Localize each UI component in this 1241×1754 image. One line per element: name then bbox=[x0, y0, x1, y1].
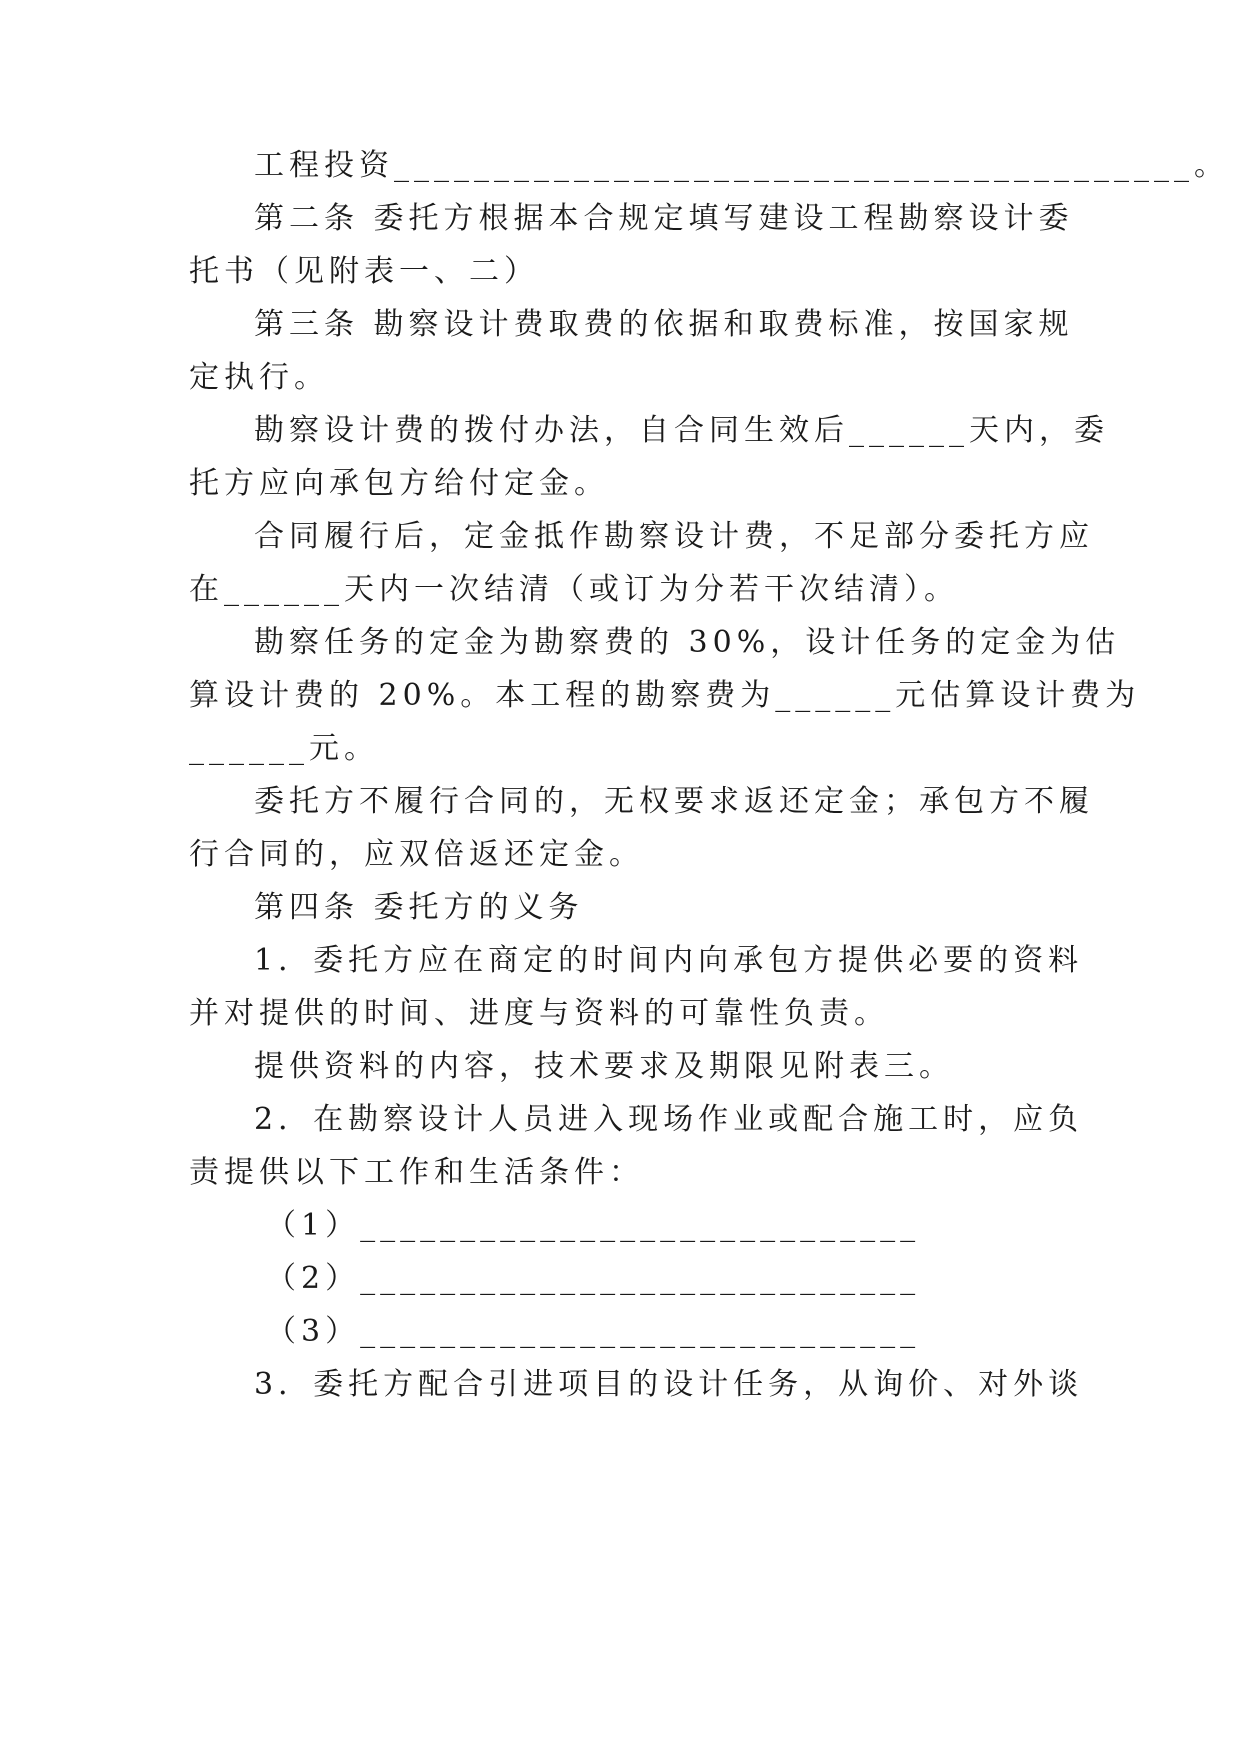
text-line: ______元。 bbox=[189, 731, 379, 766]
text-line: 在______天内一次结清（或订为分若干次结清）。 bbox=[189, 572, 959, 607]
text-line: 算设计费的 20%。本工程的勘察费为______元估算设计费为 bbox=[189, 678, 1141, 713]
text-line: 行合同的，应双倍返还定金。 bbox=[189, 837, 644, 872]
article-2-heading: 第二条 委托方根据本合规定填写建设工程勘察设计委 bbox=[254, 201, 1074, 236]
text-line: 委托方不履行合同的，无权要求返还定金；承包方不履 bbox=[254, 784, 1094, 819]
text-line: 并对提供的时间、进度与资料的可靠性负责。 bbox=[189, 996, 889, 1031]
list-item-1: 1．委托方应在商定的时间内向承包方提供必要的资料 bbox=[254, 943, 1084, 978]
text-line: 工程投资________________________________________。 bbox=[254, 148, 1229, 183]
sub-item-3: （3）____________________________ bbox=[266, 1314, 921, 1349]
text-line: 托书（见附表一、二） bbox=[189, 254, 539, 289]
text-line: 勘察设计费的拨付办法，自合同生效后______天内，委 bbox=[254, 413, 1109, 448]
sub-item-2: （2）____________________________ bbox=[266, 1261, 921, 1296]
text-line: 合同履行后，定金抵作勘察设计费，不足部分委托方应 bbox=[254, 519, 1094, 554]
list-item-3: 3．委托方配合引进项目的设计任务，从询价、对外谈 bbox=[254, 1367, 1084, 1402]
article-4-heading: 第四条 委托方的义务 bbox=[254, 890, 584, 925]
article-3-heading: 第三条 勘察设计费取费的依据和取费标准，按国家规 bbox=[254, 307, 1074, 342]
sub-item-1: （1）____________________________ bbox=[266, 1208, 921, 1243]
list-item-2: 2．在勘察设计人员进入现场作业或配合施工时，应负 bbox=[254, 1102, 1084, 1137]
text-line: 提供资料的内容，技术要求及期限见附表三。 bbox=[254, 1049, 954, 1084]
text-line: 责提供以下工作和生活条件： bbox=[189, 1155, 644, 1190]
text-line: 定执行。 bbox=[189, 360, 329, 395]
text-line: 勘察任务的定金为勘察费的 30%，设计任务的定金为估 bbox=[254, 625, 1121, 660]
text-line: 托方应向承包方给付定金。 bbox=[189, 466, 609, 501]
